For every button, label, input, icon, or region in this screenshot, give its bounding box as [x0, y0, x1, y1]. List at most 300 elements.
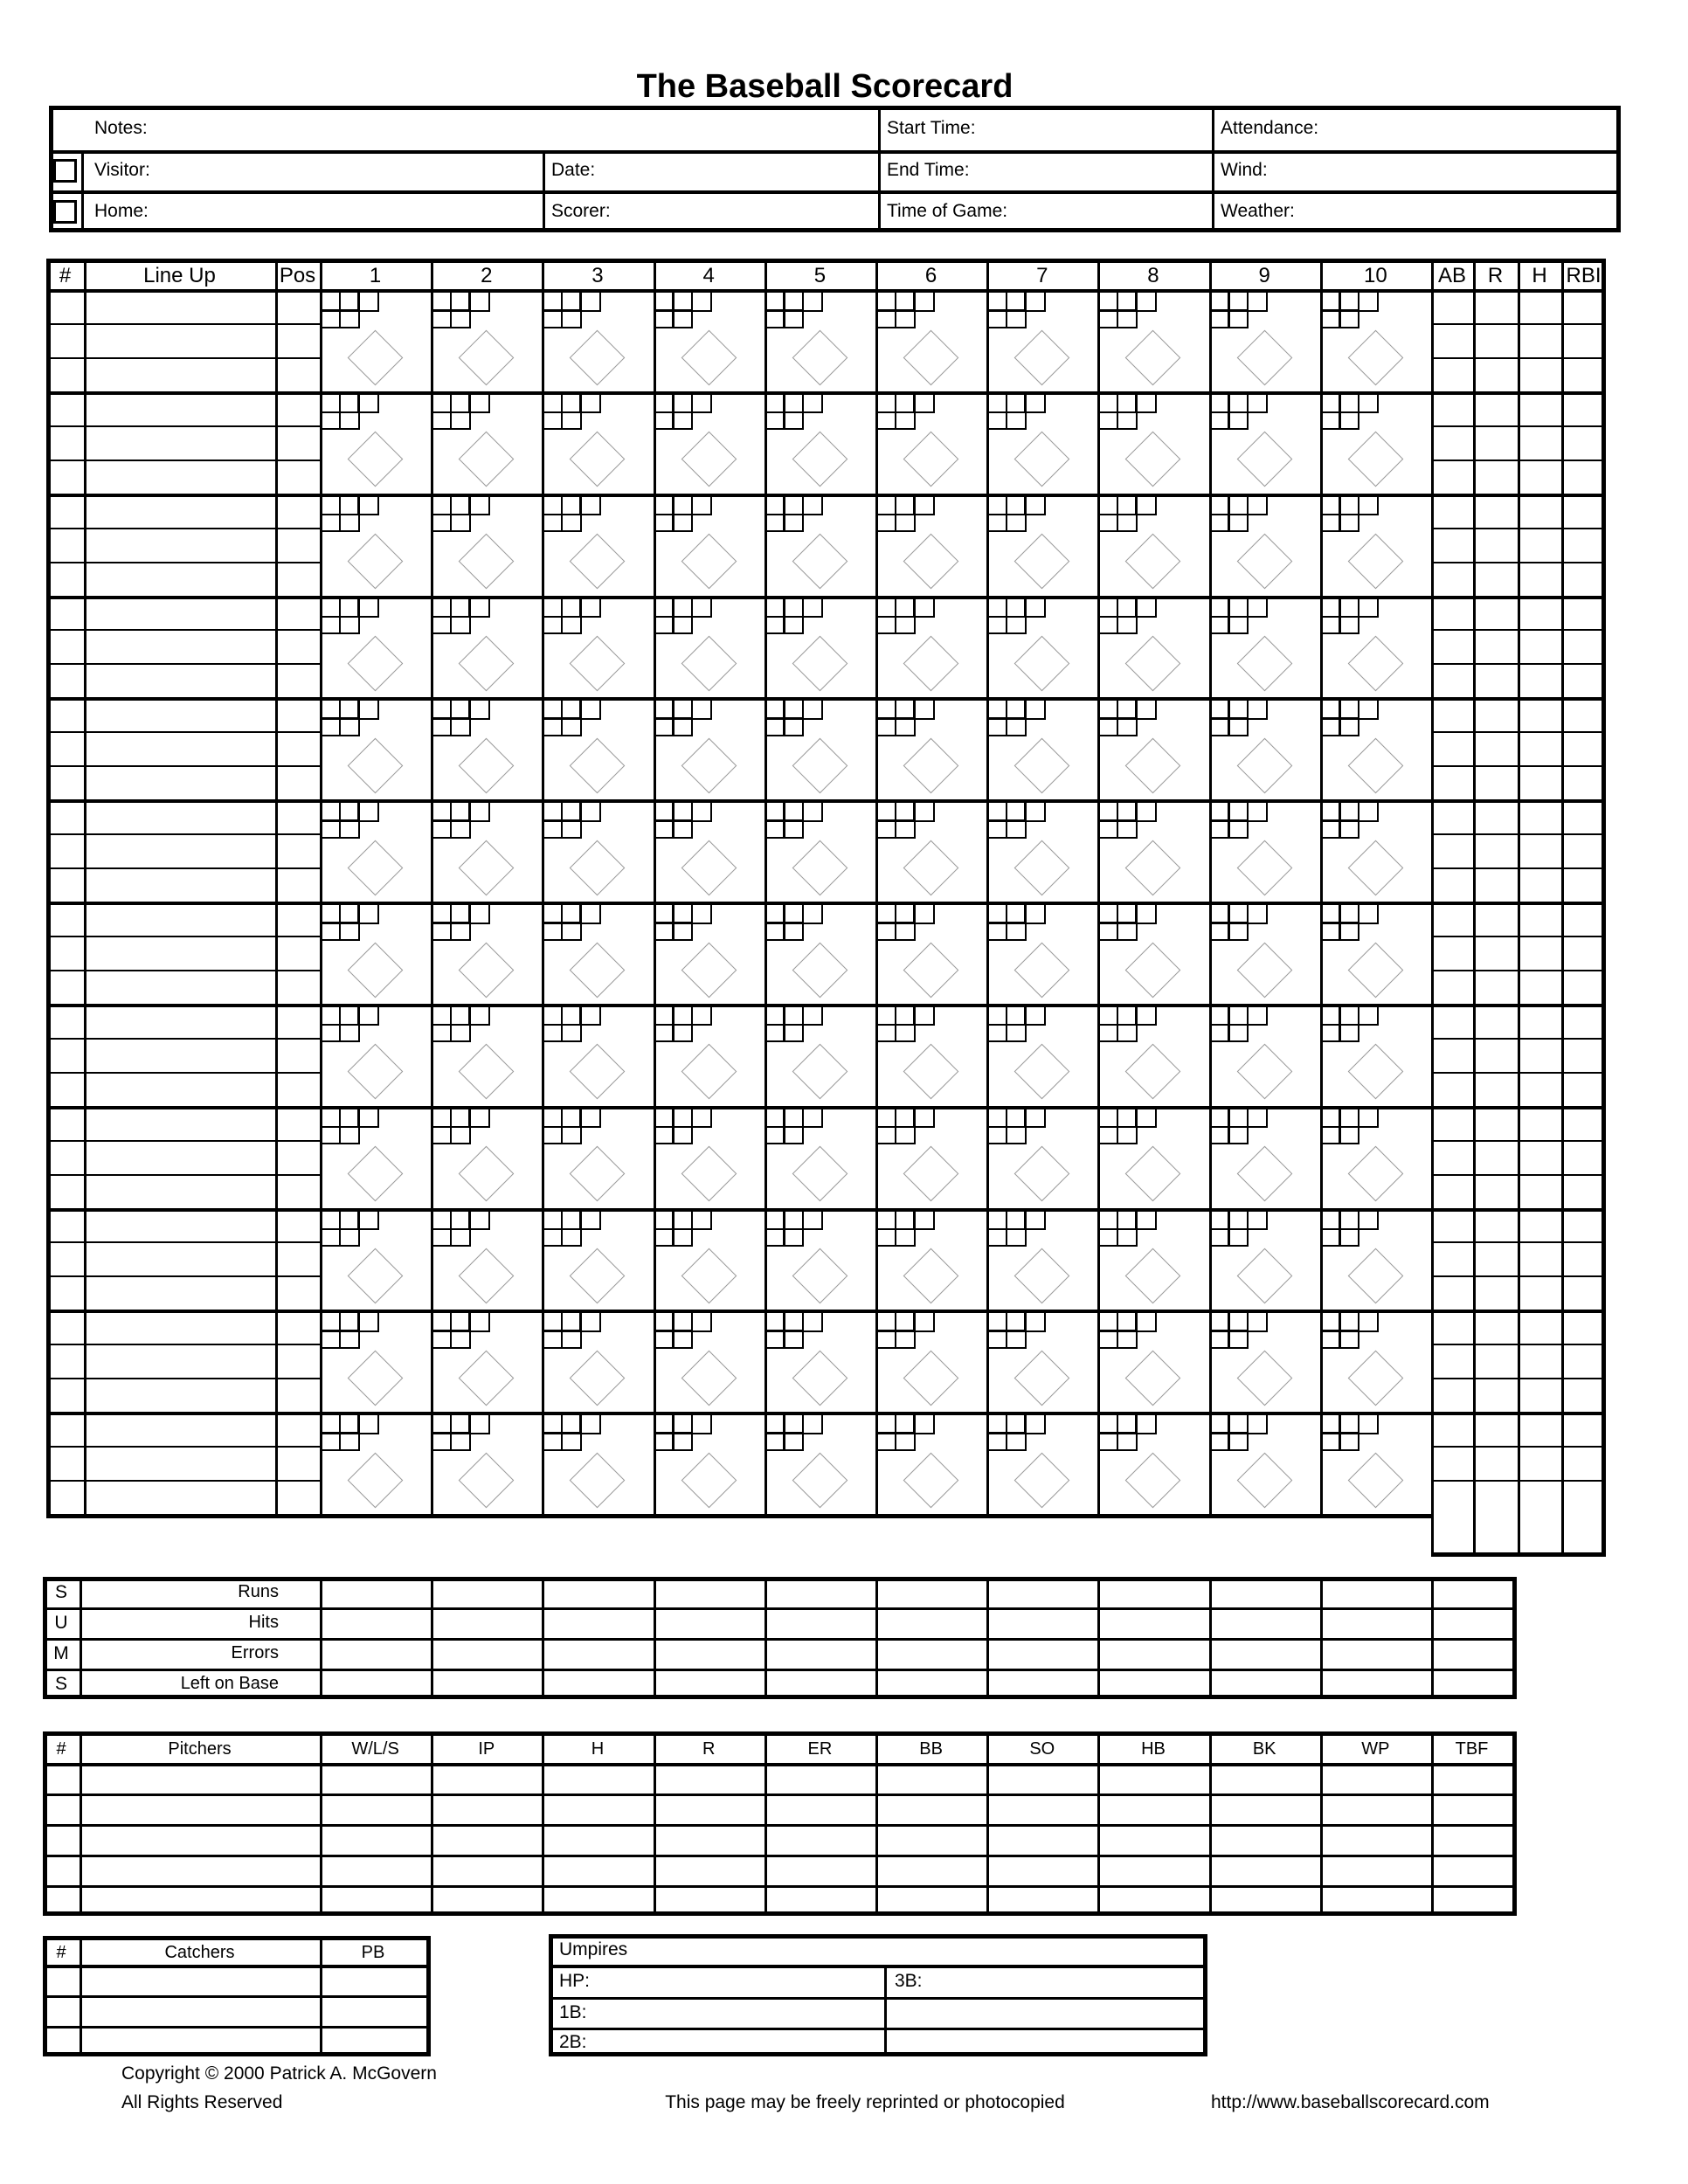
sums-cell[interactable]	[1434, 1607, 1512, 1638]
inning-cell[interactable]	[431, 902, 542, 1004]
pitcher-cell[interactable]	[1434, 1885, 1512, 1916]
lineup-number-cell[interactable]	[51, 902, 84, 936]
sums-cell[interactable]	[878, 1607, 986, 1638]
stat-cell-ab[interactable]	[1431, 1275, 1473, 1310]
stat-cell-r[interactable]	[1473, 697, 1518, 731]
inning-cell[interactable]	[1209, 799, 1320, 902]
lineup-pos-cell[interactable]	[275, 799, 320, 833]
inning-cell[interactable]	[1209, 1004, 1320, 1106]
lineup-number-cell[interactable]	[51, 289, 84, 323]
stat-cell-ab[interactable]	[1431, 391, 1473, 425]
inning-cell[interactable]	[1097, 289, 1208, 391]
sums-cell[interactable]	[544, 1607, 653, 1638]
stat-cell-r[interactable]	[1473, 1106, 1518, 1140]
pitcher-cell[interactable]	[1100, 1794, 1208, 1824]
inning-cell[interactable]	[431, 1004, 542, 1106]
lineup-number-cell[interactable]	[51, 425, 84, 460]
sums-cell[interactable]	[544, 1577, 653, 1607]
pitcher-cell[interactable]	[989, 1885, 1097, 1916]
visitor-field[interactable]	[84, 154, 543, 190]
inning-cell[interactable]	[654, 1412, 764, 1514]
umpire-2b-field[interactable]	[553, 2030, 884, 2052]
stat-cell-ab[interactable]	[1431, 289, 1473, 323]
inning-cell[interactable]	[431, 1208, 542, 1310]
stat-cell-h[interactable]	[1518, 731, 1561, 765]
sums-cell[interactable]	[433, 1607, 542, 1638]
stat-cell-r[interactable]	[1473, 528, 1518, 562]
inning-cell[interactable]	[654, 902, 764, 1004]
inning-cell[interactable]	[542, 596, 653, 698]
pitcher-cell[interactable]	[767, 1824, 875, 1855]
stat-cell-rbi[interactable]	[1561, 833, 1606, 867]
lineup-pos-cell[interactable]	[275, 1038, 320, 1072]
stat-cell-h[interactable]	[1518, 562, 1561, 596]
stat-cell-h[interactable]	[1518, 765, 1561, 799]
lineup-number-cell[interactable]	[51, 596, 84, 630]
inning-cell[interactable]	[1209, 1310, 1320, 1412]
pitcher-cell[interactable]	[1100, 1763, 1208, 1794]
inning-cell[interactable]	[764, 1310, 875, 1412]
sums-cell[interactable]	[989, 1638, 1097, 1669]
lineup-pos-cell[interactable]	[275, 697, 320, 731]
stat-cell-h[interactable]	[1518, 596, 1561, 630]
inning-cell[interactable]	[875, 1106, 986, 1208]
pitcher-cell[interactable]	[1323, 1855, 1431, 1885]
sums-cell[interactable]	[322, 1669, 431, 1699]
lineup-player-cell[interactable]	[84, 1344, 275, 1378]
stat-cell-ab[interactable]	[1431, 1446, 1473, 1480]
pitcher-cell[interactable]	[767, 1763, 875, 1794]
stat-cell-r[interactable]	[1473, 494, 1518, 528]
sums-cell[interactable]	[1212, 1638, 1320, 1669]
pitcher-cell[interactable]	[656, 1885, 764, 1916]
stat-cell-ab[interactable]	[1431, 596, 1473, 630]
stat-cell-r[interactable]	[1473, 596, 1518, 630]
sums-cell[interactable]	[322, 1607, 431, 1638]
stat-cell-h[interactable]	[1518, 629, 1561, 663]
sums-cell[interactable]	[1100, 1638, 1208, 1669]
stat-cell-ab[interactable]	[1431, 1412, 1473, 1446]
lineup-number-cell[interactable]	[51, 765, 84, 799]
inning-cell[interactable]	[542, 799, 653, 902]
inning-cell[interactable]	[764, 596, 875, 698]
lineup-number-cell[interactable]	[51, 799, 84, 833]
sums-cell[interactable]	[1434, 1638, 1512, 1669]
inning-cell[interactable]	[320, 902, 431, 1004]
inning-cell[interactable]	[875, 1004, 986, 1106]
lineup-number-cell[interactable]	[51, 1174, 84, 1208]
sums-cell[interactable]	[322, 1638, 431, 1669]
home-field[interactable]	[84, 194, 543, 228]
inning-cell[interactable]	[1209, 494, 1320, 596]
lineup-pos-cell[interactable]	[275, 391, 320, 425]
lineup-player-cell[interactable]	[84, 528, 275, 562]
stat-cell-r[interactable]	[1473, 425, 1518, 460]
stat-cell-ab[interactable]	[1431, 1106, 1473, 1140]
pitcher-cell[interactable]	[544, 1763, 653, 1794]
stat-cell-rbi[interactable]	[1561, 596, 1606, 630]
pitcher-cell[interactable]	[544, 1824, 653, 1855]
pitcher-cell[interactable]	[45, 1855, 80, 1885]
lineup-number-cell[interactable]	[51, 357, 84, 391]
sums-cell[interactable]	[1100, 1669, 1208, 1699]
stat-cell-r[interactable]	[1473, 1004, 1518, 1038]
inning-cell[interactable]	[875, 902, 986, 1004]
pitcher-cell[interactable]	[45, 1824, 80, 1855]
lineup-player-cell[interactable]	[84, 1480, 275, 1514]
inning-cell[interactable]	[1097, 799, 1208, 902]
inning-cell[interactable]	[654, 1310, 764, 1412]
stat-cell-rbi[interactable]	[1561, 629, 1606, 663]
inning-cell[interactable]	[431, 289, 542, 391]
sums-cell[interactable]	[656, 1669, 764, 1699]
inning-cell[interactable]	[654, 1208, 764, 1310]
lineup-pos-cell[interactable]	[275, 1378, 320, 1412]
lineup-player-cell[interactable]	[84, 765, 275, 799]
stat-cell-h[interactable]	[1518, 1378, 1561, 1412]
stat-cell-r[interactable]	[1473, 1208, 1518, 1242]
inning-cell[interactable]	[875, 494, 986, 596]
lineup-player-cell[interactable]	[84, 323, 275, 357]
inning-cell[interactable]	[1320, 494, 1431, 596]
lineup-number-cell[interactable]	[51, 1241, 84, 1275]
inning-cell[interactable]	[431, 1106, 542, 1208]
lineup-number-cell[interactable]	[51, 460, 84, 494]
pitcher-cell[interactable]	[767, 1885, 875, 1916]
inning-cell[interactable]	[1097, 596, 1208, 698]
lineup-pos-cell[interactable]	[275, 731, 320, 765]
lineup-number-cell[interactable]	[51, 494, 84, 528]
inning-cell[interactable]	[1209, 902, 1320, 1004]
sums-cell[interactable]	[433, 1577, 542, 1607]
stat-cell-r[interactable]	[1473, 833, 1518, 867]
stat-cell-ab[interactable]	[1431, 1072, 1473, 1106]
stat-cell-rbi[interactable]	[1561, 391, 1606, 425]
inning-cell[interactable]	[320, 1412, 431, 1514]
sums-cell[interactable]	[322, 1577, 431, 1607]
pitcher-cell[interactable]	[82, 1763, 320, 1794]
stat-cell-h[interactable]	[1518, 970, 1561, 1004]
pitcher-cell[interactable]	[878, 1824, 986, 1855]
inning-cell[interactable]	[875, 1208, 986, 1310]
lineup-pos-cell[interactable]	[275, 1310, 320, 1344]
stat-cell-rbi[interactable]	[1561, 1412, 1606, 1446]
stat-cell-ab[interactable]	[1431, 765, 1473, 799]
inning-cell[interactable]	[654, 391, 764, 494]
stat-cell-r[interactable]	[1473, 323, 1518, 357]
stat-cell-ab[interactable]	[1431, 629, 1473, 663]
sums-cell[interactable]	[1434, 1669, 1512, 1699]
stat-cell-h[interactable]	[1518, 1480, 1561, 1514]
inning-cell[interactable]	[1097, 1004, 1208, 1106]
pitcher-cell[interactable]	[322, 1855, 431, 1885]
pitcher-cell[interactable]	[433, 1763, 542, 1794]
stat-cell-h[interactable]	[1518, 528, 1561, 562]
stat-cell-rbi[interactable]	[1561, 1208, 1606, 1242]
lineup-player-cell[interactable]	[84, 1378, 275, 1412]
inning-cell[interactable]	[320, 1106, 431, 1208]
inning-cell[interactable]	[1209, 391, 1320, 494]
lineup-number-cell[interactable]	[51, 936, 84, 970]
pitcher-cell[interactable]	[1100, 1885, 1208, 1916]
stat-cell-ab[interactable]	[1431, 799, 1473, 833]
inning-cell[interactable]	[986, 494, 1097, 596]
stat-cell-rbi[interactable]	[1561, 902, 1606, 936]
inning-cell[interactable]	[431, 1412, 542, 1514]
sums-cell[interactable]	[656, 1638, 764, 1669]
inning-cell[interactable]	[875, 1310, 986, 1412]
pitcher-cell[interactable]	[767, 1794, 875, 1824]
lineup-pos-cell[interactable]	[275, 1241, 320, 1275]
catcher-cell[interactable]	[45, 2026, 80, 2056]
lineup-number-cell[interactable]	[51, 1412, 84, 1446]
inning-cell[interactable]	[1320, 799, 1431, 902]
sums-cell[interactable]	[1100, 1607, 1208, 1638]
stat-total-cell-ab[interactable]	[1431, 1514, 1473, 1552]
lineup-number-cell[interactable]	[51, 1310, 84, 1344]
stat-cell-rbi[interactable]	[1561, 1446, 1606, 1480]
sums-cell[interactable]	[433, 1638, 542, 1669]
inning-cell[interactable]	[1320, 391, 1431, 494]
stat-cell-ab[interactable]	[1431, 1241, 1473, 1275]
lineup-number-cell[interactable]	[51, 867, 84, 902]
sums-cell[interactable]	[989, 1669, 1097, 1699]
wind-field[interactable]	[1214, 154, 1616, 190]
stat-cell-r[interactable]	[1473, 1038, 1518, 1072]
lineup-pos-cell[interactable]	[275, 596, 320, 630]
lineup-player-cell[interactable]	[84, 1072, 275, 1106]
inning-cell[interactable]	[764, 697, 875, 799]
pitcher-cell[interactable]	[1212, 1794, 1320, 1824]
sums-cell[interactable]	[433, 1669, 542, 1699]
visitor-checkbox[interactable]	[53, 159, 77, 183]
inning-cell[interactable]	[1209, 697, 1320, 799]
inning-cell[interactable]	[654, 289, 764, 391]
lineup-pos-cell[interactable]	[275, 1275, 320, 1310]
stat-cell-rbi[interactable]	[1561, 663, 1606, 697]
stat-cell-h[interactable]	[1518, 1241, 1561, 1275]
pitcher-cell[interactable]	[1212, 1824, 1320, 1855]
lineup-player-cell[interactable]	[84, 1241, 275, 1275]
pitcher-cell[interactable]	[878, 1763, 986, 1794]
inning-cell[interactable]	[431, 799, 542, 902]
pitcher-cell[interactable]	[82, 1794, 320, 1824]
stat-total-cell-rbi[interactable]	[1561, 1514, 1606, 1552]
sums-cell[interactable]	[1212, 1669, 1320, 1699]
inning-cell[interactable]	[875, 1412, 986, 1514]
lineup-number-cell[interactable]	[51, 1140, 84, 1174]
pitcher-cell[interactable]	[878, 1885, 986, 1916]
sums-cell[interactable]	[656, 1577, 764, 1607]
stat-cell-rbi[interactable]	[1561, 1106, 1606, 1140]
inning-cell[interactable]	[1320, 289, 1431, 391]
inning-cell[interactable]	[654, 1106, 764, 1208]
lineup-pos-cell[interactable]	[275, 867, 320, 902]
inning-cell[interactable]	[1320, 1208, 1431, 1310]
lineup-number-cell[interactable]	[51, 1378, 84, 1412]
pitcher-cell[interactable]	[322, 1824, 431, 1855]
pitcher-cell[interactable]	[1212, 1763, 1320, 1794]
inning-cell[interactable]	[431, 697, 542, 799]
sums-cell[interactable]	[878, 1669, 986, 1699]
stat-cell-h[interactable]	[1518, 460, 1561, 494]
pitcher-cell[interactable]	[1434, 1763, 1512, 1794]
inning-cell[interactable]	[986, 391, 1097, 494]
stat-cell-h[interactable]	[1518, 936, 1561, 970]
umpire-3b-field[interactable]	[887, 1968, 1203, 1997]
pitcher-cell[interactable]	[544, 1794, 653, 1824]
stat-cell-h[interactable]	[1518, 902, 1561, 936]
catcher-cell[interactable]	[82, 1965, 320, 1995]
stat-cell-ab[interactable]	[1431, 1174, 1473, 1208]
stat-cell-r[interactable]	[1473, 562, 1518, 596]
catcher-cell[interactable]	[82, 1995, 320, 2026]
lineup-pos-cell[interactable]	[275, 765, 320, 799]
inning-cell[interactable]	[320, 1208, 431, 1310]
inning-cell[interactable]	[764, 1004, 875, 1106]
inning-cell[interactable]	[764, 391, 875, 494]
inning-cell[interactable]	[1320, 1310, 1431, 1412]
stat-cell-ab[interactable]	[1431, 357, 1473, 391]
stat-cell-r[interactable]	[1473, 1378, 1518, 1412]
lineup-player-cell[interactable]	[84, 1106, 275, 1140]
pitcher-cell[interactable]	[45, 1794, 80, 1824]
pitcher-cell[interactable]	[433, 1855, 542, 1885]
stat-cell-h[interactable]	[1518, 1072, 1561, 1106]
stat-cell-r[interactable]	[1473, 663, 1518, 697]
inning-cell[interactable]	[542, 289, 653, 391]
stat-cell-h[interactable]	[1518, 1275, 1561, 1310]
stat-cell-rbi[interactable]	[1561, 1072, 1606, 1106]
stat-cell-r[interactable]	[1473, 1174, 1518, 1208]
pitcher-cell[interactable]	[656, 1794, 764, 1824]
notes-field[interactable]	[53, 110, 878, 150]
stat-cell-ab[interactable]	[1431, 1480, 1473, 1514]
stat-total-cell-h[interactable]	[1518, 1514, 1561, 1552]
inning-cell[interactable]	[764, 799, 875, 902]
stat-cell-ab[interactable]	[1431, 1208, 1473, 1242]
pitcher-cell[interactable]	[544, 1885, 653, 1916]
inning-cell[interactable]	[654, 697, 764, 799]
stat-cell-h[interactable]	[1518, 697, 1561, 731]
inning-cell[interactable]	[764, 1412, 875, 1514]
stat-cell-rbi[interactable]	[1561, 1310, 1606, 1344]
inning-cell[interactable]	[654, 596, 764, 698]
stat-cell-r[interactable]	[1473, 1241, 1518, 1275]
stat-cell-rbi[interactable]	[1561, 1140, 1606, 1174]
lineup-player-cell[interactable]	[84, 663, 275, 697]
inning-cell[interactable]	[320, 596, 431, 698]
sums-cell[interactable]	[989, 1577, 1097, 1607]
pitcher-cell[interactable]	[322, 1794, 431, 1824]
stat-cell-ab[interactable]	[1431, 1344, 1473, 1378]
lineup-pos-cell[interactable]	[275, 629, 320, 663]
inning-cell[interactable]	[875, 596, 986, 698]
stat-cell-h[interactable]	[1518, 1208, 1561, 1242]
lineup-pos-cell[interactable]	[275, 902, 320, 936]
inning-cell[interactable]	[1097, 391, 1208, 494]
inning-cell[interactable]	[320, 391, 431, 494]
inning-cell[interactable]	[320, 799, 431, 902]
lineup-pos-cell[interactable]	[275, 562, 320, 596]
inning-cell[interactable]	[431, 596, 542, 698]
stat-cell-rbi[interactable]	[1561, 799, 1606, 833]
pitcher-cell[interactable]	[1323, 1763, 1431, 1794]
inning-cell[interactable]	[542, 1412, 653, 1514]
stat-cell-r[interactable]	[1473, 1072, 1518, 1106]
stat-cell-rbi[interactable]	[1561, 528, 1606, 562]
inning-cell[interactable]	[986, 1310, 1097, 1412]
inning-cell[interactable]	[431, 391, 542, 494]
inning-cell[interactable]	[1320, 902, 1431, 1004]
inning-cell[interactable]	[1097, 1310, 1208, 1412]
stat-cell-ab[interactable]	[1431, 936, 1473, 970]
stat-cell-ab[interactable]	[1431, 902, 1473, 936]
inning-cell[interactable]	[1209, 1412, 1320, 1514]
lineup-number-cell[interactable]	[51, 528, 84, 562]
sums-cell[interactable]	[1323, 1577, 1431, 1607]
stat-cell-ab[interactable]	[1431, 970, 1473, 1004]
inning-cell[interactable]	[542, 1004, 653, 1106]
stat-cell-rbi[interactable]	[1561, 1174, 1606, 1208]
stat-cell-r[interactable]	[1473, 1275, 1518, 1310]
stat-cell-ab[interactable]	[1431, 562, 1473, 596]
inning-cell[interactable]	[986, 289, 1097, 391]
inning-cell[interactable]	[542, 1208, 653, 1310]
sums-cell[interactable]	[767, 1638, 875, 1669]
stat-cell-rbi[interactable]	[1561, 697, 1606, 731]
lineup-player-cell[interactable]	[84, 1038, 275, 1072]
inning-cell[interactable]	[1320, 1106, 1431, 1208]
pitcher-cell[interactable]	[45, 1763, 80, 1794]
inning-cell[interactable]	[1209, 1208, 1320, 1310]
sums-cell[interactable]	[1212, 1607, 1320, 1638]
inning-cell[interactable]	[986, 697, 1097, 799]
stat-cell-rbi[interactable]	[1561, 1344, 1606, 1378]
inning-cell[interactable]	[320, 697, 431, 799]
lineup-player-cell[interactable]	[84, 289, 275, 323]
stat-cell-h[interactable]	[1518, 867, 1561, 902]
stat-cell-ab[interactable]	[1431, 663, 1473, 697]
catcher-cell[interactable]	[322, 1995, 426, 2026]
stat-cell-ab[interactable]	[1431, 1140, 1473, 1174]
stat-cell-r[interactable]	[1473, 970, 1518, 1004]
lineup-player-cell[interactable]	[84, 936, 275, 970]
lineup-pos-cell[interactable]	[275, 1174, 320, 1208]
stat-cell-r[interactable]	[1473, 1310, 1518, 1344]
lineup-number-cell[interactable]	[51, 1072, 84, 1106]
lineup-pos-cell[interactable]	[275, 1106, 320, 1140]
inning-cell[interactable]	[986, 1208, 1097, 1310]
stat-cell-ab[interactable]	[1431, 867, 1473, 902]
stat-cell-h[interactable]	[1518, 1310, 1561, 1344]
stat-cell-ab[interactable]	[1431, 323, 1473, 357]
lineup-pos-cell[interactable]	[275, 833, 320, 867]
inning-cell[interactable]	[986, 1106, 1097, 1208]
stat-cell-r[interactable]	[1473, 902, 1518, 936]
lineup-pos-cell[interactable]	[275, 528, 320, 562]
lineup-pos-cell[interactable]	[275, 1446, 320, 1480]
stat-cell-ab[interactable]	[1431, 731, 1473, 765]
pitcher-cell[interactable]	[989, 1763, 1097, 1794]
stat-cell-r[interactable]	[1473, 1344, 1518, 1378]
pitcher-cell[interactable]	[1323, 1824, 1431, 1855]
lineup-pos-cell[interactable]	[275, 357, 320, 391]
pitcher-cell[interactable]	[1434, 1794, 1512, 1824]
pitcher-cell[interactable]	[433, 1885, 542, 1916]
lineup-pos-cell[interactable]	[275, 1140, 320, 1174]
pitcher-cell[interactable]	[45, 1885, 80, 1916]
